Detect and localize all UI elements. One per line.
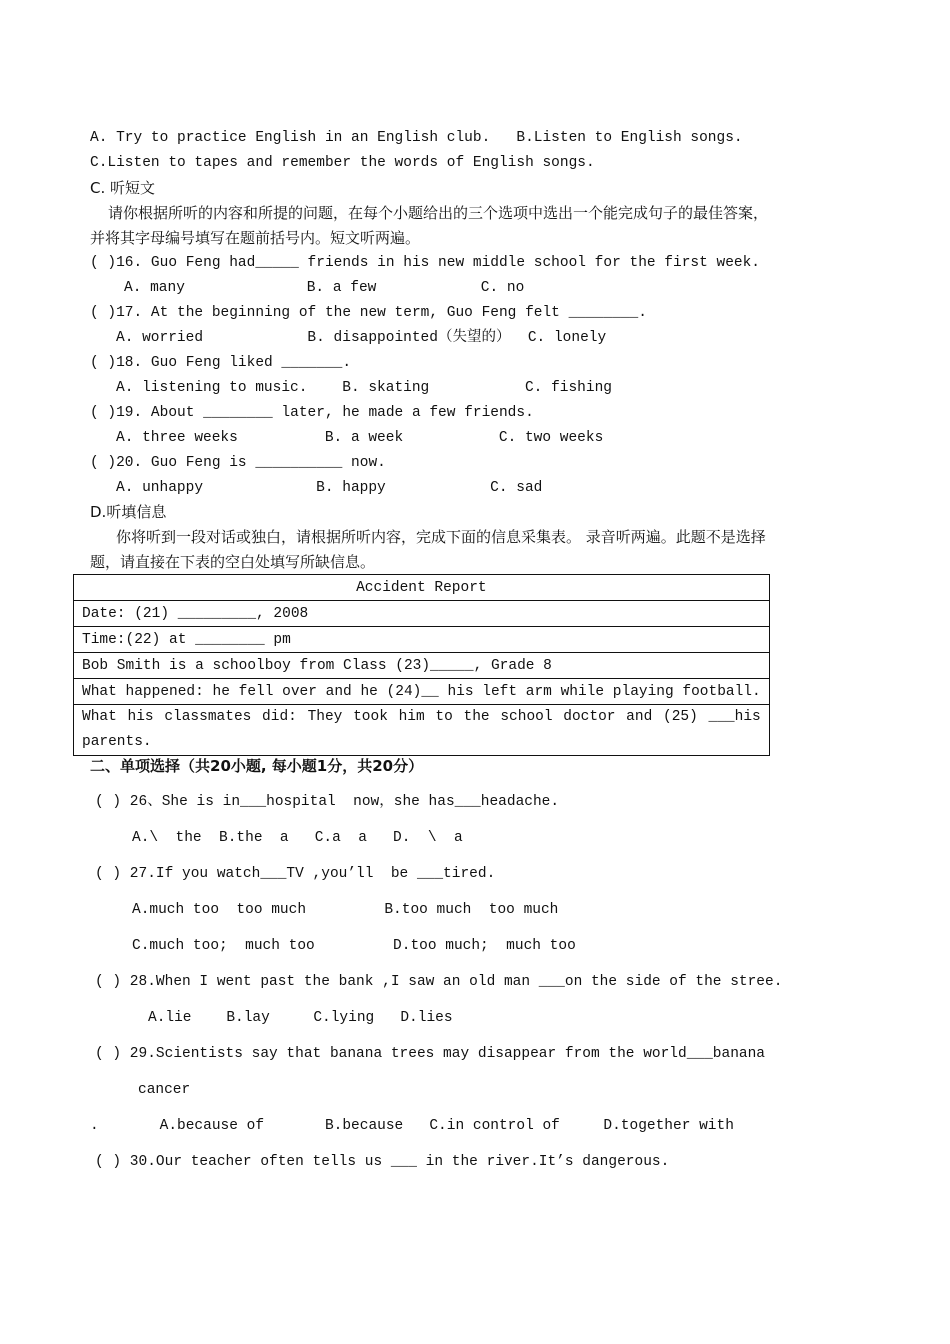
report-date: Date: (21) _________, 2008	[74, 601, 770, 627]
question-26: ( ) 26、She is in___hospital now，she has___headache.	[95, 794, 560, 810]
report-classmates-did: What his classmates did: They took him to the school doctor and (25) ___his parents.	[74, 705, 770, 756]
part-c-instruction-2: 并将其字母编号填写在题前括号内。短文听两遍。	[90, 229, 421, 247]
question-19: ( )19. About ________ later, he made a few friends.	[90, 405, 534, 421]
question-27-options-2: C.much too; much too D.too much; much too	[132, 938, 576, 954]
question-16-options: A. many B. a few C. no	[124, 280, 525, 296]
table-row	[74, 705, 770, 756]
question-20: ( )20. Guo Feng is __________ now.	[90, 455, 386, 471]
question-18: ( )18. Guo Feng liked _______.	[90, 355, 352, 371]
report-time: Time:(22) at ________ pm	[74, 627, 770, 653]
question-27: ( ) 27.If you watch___TV ,you’ll be ___tired.	[95, 866, 496, 882]
question-28: ( ) 28.When I went past the bank ,I saw an old man ___on the side of the stree.	[95, 974, 783, 990]
section-2-heading: 二、单项选择（共20小题, 每小题1分，共20分）	[90, 757, 424, 775]
question-30: ( ) 30.Our teacher often tells us ___ in the river.It’s dangerous.	[95, 1154, 670, 1170]
question-18-options: A. listening to music. B. skating C. fishing	[116, 380, 612, 396]
report-what-happened: What happened: he fell over and he (24)__ his left arm while playing football.	[74, 679, 770, 705]
part-b-options-line-2: C.Listen to tapes and remember the words of English songs.	[90, 155, 595, 171]
table-row	[74, 575, 770, 601]
part-c-heading: C. 听短文	[90, 179, 156, 197]
table-row	[74, 601, 770, 627]
table-row	[74, 627, 770, 653]
question-27-options-1: A.much too too much B.too much too much	[132, 902, 559, 918]
report-student: Bob Smith is a schoolboy from Class (23)_____, Grade 8	[74, 653, 770, 679]
question-17-options: A. worried B. disappointed（失望的） C. lonely	[116, 330, 607, 346]
question-19-options: A. three weeks B. a week C. two weeks	[116, 430, 604, 446]
question-26-options: A.\ the B.the a C.a a D. \ a	[132, 830, 463, 846]
question-17: ( )17. At the beginning of the new term, Guo Feng felt ________.	[90, 305, 647, 321]
part-b-options-line-1: A. Try to practice English in an English club. B.Listen to English songs.	[90, 130, 743, 146]
part-c-instruction-1: 请你根据所听的内容和所提的问题，在每个小题给出的三个选项中选出一个能完成句子的最佳答案，	[108, 204, 769, 222]
question-20-options: A. unhappy B. happy C. sad	[116, 480, 543, 496]
question-29-continued: cancer	[138, 1082, 191, 1098]
part-d-heading: D.听填信息	[90, 503, 167, 521]
part-d-instruction-1: 你将听到一段对话或独白，请根据所听内容，完成下面的信息采集表。 录音听两遍。此题不是选择	[116, 528, 766, 546]
question-16: ( )16. Guo Feng had_____ friends in his new middle school for the first week.	[90, 255, 761, 271]
accident-report-table	[73, 574, 770, 756]
report-title: Accident Report	[74, 575, 770, 601]
table-row	[74, 679, 770, 705]
part-d-instruction-2: 题，请直接在下表的空白处填写所缺信息。	[90, 553, 376, 571]
question-29-options: . A.because of B.because C.in control of D.together with	[90, 1118, 734, 1134]
table-row	[74, 653, 770, 679]
question-29: ( ) 29.Scientists say that banana trees may disappear from the world___banana	[95, 1046, 766, 1062]
question-28-options: A.lie B.lay C.lying D.lies	[148, 1010, 453, 1026]
